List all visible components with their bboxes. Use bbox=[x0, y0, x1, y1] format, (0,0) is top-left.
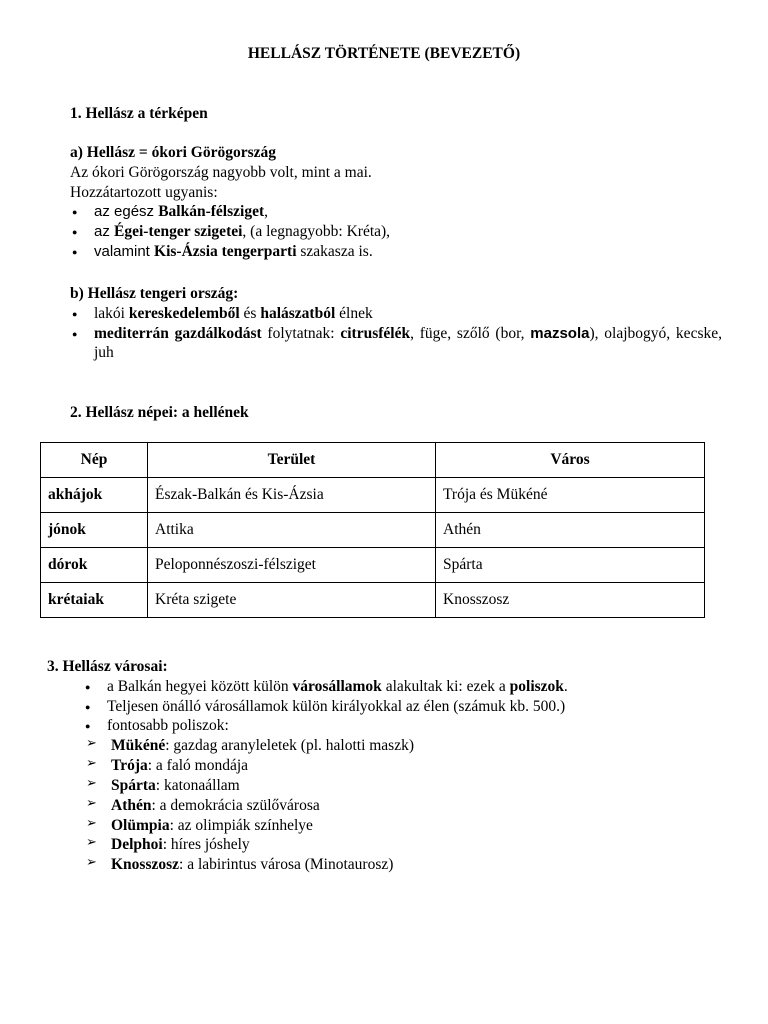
table-row bbox=[41, 583, 705, 618]
list-item: ➢ Delphoi: híres jóshely bbox=[86, 835, 737, 855]
table-cell: Knosszosz bbox=[436, 583, 705, 618]
table-cell: Kréta szigete bbox=[148, 583, 436, 618]
list-item: ● fontosabb poliszok: bbox=[83, 716, 737, 736]
list-item: ➢ Mükéné: gazdag aranyleletek (pl. halotti maszk) bbox=[86, 736, 737, 756]
table-cell: Athén bbox=[436, 513, 705, 548]
list-item: ● lakói kereskedelemből és halászatból élnek bbox=[70, 304, 722, 324]
table-cell: Peloponnészoszi-félsziget bbox=[148, 548, 436, 583]
table-row bbox=[41, 478, 705, 513]
section-1b-list bbox=[70, 304, 722, 363]
list-item: ➢ Knosszosz: a labirintus városa (Minotaurosz) bbox=[86, 855, 737, 875]
section-1b-heading: b) Hellász tengeri ország: bbox=[70, 285, 239, 302]
peoples-table bbox=[40, 442, 705, 618]
list-item: ➢ Spárta: katonaállam bbox=[86, 776, 737, 796]
list-item: ● Teljesen önálló városállamok külön királyokkal az élen (számuk kb. 500.) bbox=[83, 697, 737, 717]
section-3-heading: 3. Hellász városai: bbox=[47, 658, 168, 675]
section-1a-line2: Hozzátartozott ugyanis: bbox=[70, 183, 218, 201]
section-1a-line1: Az ókori Görögország nagyobb volt, mint a mai. bbox=[70, 163, 372, 181]
table-header-cell: Város bbox=[436, 443, 705, 478]
list-item: ● mediterrán gazdálkodást folytatnak: citrusfélék, füge, szőlő (bor, mazsola), olajbogyó, kecske, juh bbox=[70, 324, 722, 364]
poleis-list bbox=[86, 736, 737, 875]
section-3-list bbox=[83, 677, 737, 736]
table-cell: Észak-Balkán és Kis-Ázsia bbox=[148, 478, 436, 513]
table-cell: Attika bbox=[148, 513, 436, 548]
table-header-cell: Terület bbox=[148, 443, 436, 478]
list-item: ● a Balkán hegyei között külön városállamok alakultak ki: ezek a poliszok. bbox=[83, 677, 737, 697]
section-1b bbox=[70, 284, 722, 363]
table-row bbox=[41, 548, 705, 583]
section-1-heading: 1. Hellász a térképen bbox=[70, 105, 208, 122]
page-title: HELLÁSZ TÖRTÉNETE (BEVEZETŐ) bbox=[247, 45, 521, 62]
table-header-cell: Nép bbox=[41, 443, 148, 478]
table-cell: dórok bbox=[41, 548, 148, 583]
list-item: ● valamint Kis-Ázsia tengerparti szakasza is. bbox=[70, 242, 730, 262]
list-item: ➢ Trója: a faló mondája bbox=[86, 756, 737, 776]
section-1a-list bbox=[70, 202, 730, 261]
list-item: ● az egész Balkán-félsziget, bbox=[70, 202, 730, 222]
table-cell: akhájok bbox=[41, 478, 148, 513]
table-header-row bbox=[41, 443, 705, 478]
list-item: ➢ Athén: a demokrácia szülővárosa bbox=[86, 796, 737, 816]
table-row bbox=[41, 513, 705, 548]
table-cell: krétaiak bbox=[41, 583, 148, 618]
section-3 bbox=[47, 657, 737, 875]
section-1a bbox=[70, 143, 730, 262]
list-item: ● az Égei-tenger szigetei, (a legnagyobb: Kréta), bbox=[70, 222, 730, 242]
table-cell: jónok bbox=[41, 513, 148, 548]
section-2-heading: 2. Hellász népei: a hellének bbox=[70, 404, 249, 421]
table-cell: Spárta bbox=[436, 548, 705, 583]
table-cell: Trója és Mükéné bbox=[436, 478, 705, 513]
list-item: ➢ Olümpia: az olimpiák színhelye bbox=[86, 816, 737, 836]
section-1a-heading: a) Hellász = ókori Görögország bbox=[70, 144, 276, 161]
